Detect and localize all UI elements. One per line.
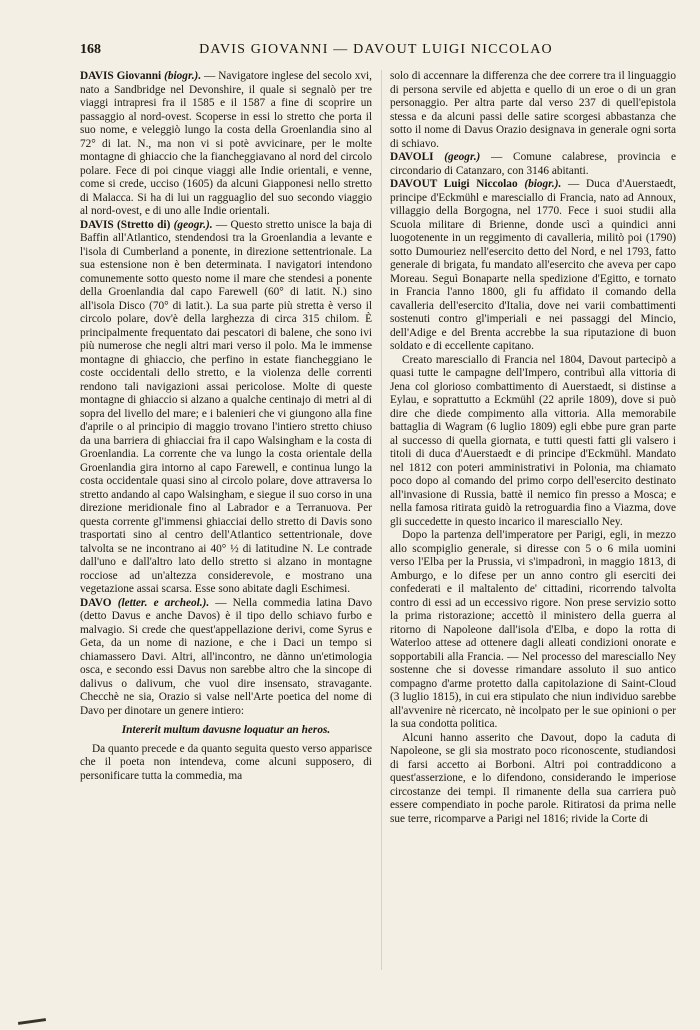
entry-davout (390, 178, 676, 354)
entry-text: Dopo la partenza dell'imperatore per Parigi, egli, in mezzo allo scompiglio generale, si diresse con 5 o 6 mila uomini verso l'Elba per la Prussia, vi s'impadronì, in maggio 1813, di Amburgo, e lo difese per un anno contro gli eserciti dei confederati e il maltalento de' cittadini, ricorrendo talvolta contro di essi ad un eccessivo rigore. Non prese servizio sotto la prima ristorazione; accettò il ministero della guerra al ritorno di Napoleone dall'isola d'Elba, e dopo la rotta di Waterloo attese ad ottenere dagli alleati condizioni onorate e sopportabili alla Francia. — Nel processo del maresciallo Ney sostenne che si dovesse rimandare assoluto il suo antico compagno d'arme protetto dalla capitolazione di Saint-Cloud (3 luglio 1815), in cui era stipulato che niun individuo sarebbe all'avvenire nè ricercato, nè incolpato per le sue opinioni o per la sua condotta politica. (390, 529, 676, 730)
ink-mark (18, 1018, 46, 1025)
entry-text: — Comune calabrese, provincia e circondario di Catanzaro, con 3146 abitanti. (390, 151, 676, 177)
entry-lemma: DAVOUT Luigi Niccolao (390, 178, 518, 190)
running-title: DAVIS GIOVANNI — DAVOUT LUIGI NICCOLAO (199, 42, 553, 57)
entry-lemma: DAVO (80, 596, 112, 609)
davo-continuation: Da quanto precede e da quanto seguita questo verso apparisce che il poeta non intendeva, come alcuni supposero, di personificare tutta la commedia, ma (80, 742, 372, 782)
entry-text: Alcuni hanno asserito che Davout, dopo la caduta di Napoleone, se gli sia mostrato poco riconoscente, studiandosi di farsi accetto ai Borboni. Altri poi contraddicono a quest'asserzione, e lo difendono, considerando le imperiose circostanze dei tempi. Il rimanente della sua carriera può essere compendiato in poche parole. Ritiratosi da prima nelle sue terre, ricomparve a Parigi nel 1816; rivide la Corte di (390, 731, 676, 825)
entry-lemma: DAVIS (Stretto di) (80, 218, 171, 231)
entry-subject: (biogr.). (164, 70, 202, 82)
davout-paragraph-3 (390, 529, 676, 732)
entry-text: — Navigatore inglese del secolo xvi, nato a Sandbridge nel Devonshire, il quale si segnalò per tre viaggi intrapresi fra il 1585 e il 1587 a fine di scoprire un passaggio al nord-ovest. Scoperse in essi lo stretto che porta il suo nome, e veleggiò lungo la costa della Groenlandia sino al 72° di lat. N., ma non vi si potè avvicinare, per le molte montagne di ghiaccio che la fiancheggiavano al nord del circolo polare. Fece di poi cinque viaggi alle Indie orientali, e venne, come si crede, ucciso (1605) da alcuni Giapponesi nello stretto di Malacca. Si ha di lui un ragguaglio del suo secondo viaggio al nord-ovest, e di uno alle Indie orientali. (80, 70, 372, 217)
entry-davis-stretto (80, 219, 372, 597)
horace-quote: Intererit multum davusne loquatur an heros. (121, 724, 331, 736)
page-number: 168 (80, 42, 101, 57)
right-column (390, 70, 676, 826)
entry-text: Creato maresciallo di Francia nel 1804, Davout partecipò a quasi tutte le campagne dell'Impero, contribuì alla vittoria di Jena col glorioso combattimento di Auerstaedt, si distinse a Eylau, e soprattutto a Eckmühl (22 aprile 1809), dove si può dire che diede compimento alla vittoria. Alla memorabile battaglia di Wagram (6 luglio 1809) egli ebbe pure gran parte al successo di quella giornata, e tutti questi fatti gli valsero i titoli di duca d'Auerstaedt e di principe d'Eckmühl. Mandato nel 1812 con poteri amministrativi in Polonia, ma chiamato poco dopo al comando del primo corpo dell'esercito destinato all'invasione di Russia, battè il nemico fin presso a Mosca; e nella famosa ritirata guidò la retroguardia fino a Viazma, dove gli succedette in questo incarico il maresciallo Ney. (390, 353, 676, 528)
entry-davo (80, 597, 372, 719)
entry-lemma: DAVIS Giovanni (80, 70, 162, 82)
entry-subject: (biogr.). (524, 178, 562, 190)
entry-davoli (390, 151, 676, 178)
column-divider (381, 70, 382, 970)
entry-subject: (geogr.). (173, 218, 213, 231)
davout-paragraph-4 (390, 732, 676, 827)
entry-text: — Questo stretto unisce la baja di Baffin all'Atlantico, stendendosi tra la Groenlandia a levante e l'isola di Cumberland a ponente, in direzione settentrionale. La sua estensione non è ben determinata. I navigatori intendono comunemente sotto questo nome il mare che stendesi a ponente della Groenlandia dal capo Farewell (60° di latit. N.) sino all'isola Disco (70° di latit.). La sua parte più stretta è verso il circolo polare, dov'è della larghezza di circa 315 chilom. È principalmente frequentato dai pescatori di balene, che sono ivi più numerose che negli altri mari verso il polo. Ma le immense montagne di ghiaccio, che perfino in estate fiancheggiano le coste occidentali dello stretto, e la violenza delle correnti rendono tali navigazioni assai pericolose. Molte di queste montagne di ghiaccio si alzano a qualche centinajo di metri al di sopra del livello del mare; e i balenieri che vi giungono alla fine d'aprile o al principio di maggio trovano l'intiero stretto chiuso da una barriera di ghiacciai fra il capo Walsingham e la costa di Groenlandia. La corrente che va lungo la costa orientale della Groenlandia gira intorno al capo Farewell, e continua lungo la costa occidentale quasi sino al circolo polare, dove attraversa lo stretto andando al capo Walsingham, e siegue il suo corso in una direzione meridionale fino al Labrador e a Terranuova. Per questa corrente gl'immensi ghiacciai dello stretto di Davis sono trasportati sino al centro dell'Atlantico settentrionale, dove talvolta se ne incontrano ai 40° ½ di latitudine N. Le contrade dall'uno e dall'altro lato dello stretto si alzano in montagne rocciose ad un'altezza considerevole, e mostrano una vegetazione assai scarsa. Esse sono abitate dagli Eschimesi. (80, 218, 372, 595)
entry-subject: (letter. e archeol.). (117, 596, 210, 609)
entry-subject: (geogr.) (444, 151, 481, 163)
page-header (80, 42, 672, 64)
entry-davis-giovanni (80, 70, 372, 219)
entry-text: solo di accennare la differenza che dee correre tra il linguaggio di persona servile ed abjetta e quello di un eroe o di un gran personaggio. Per altra parte dal verso 237 di quell'epistola stessa e da alcuni passi delle satire scorgesi abbastanza che sotto il nome di Davus Orazio designava in generale ogni sorta di schiavo. (390, 70, 676, 150)
left-column (80, 70, 372, 783)
entry-text: — Duca d'Auerstaedt, principe d'Eckmühl e maresciallo di Francia, nato ad Annoux, villaggio della Borgogna, nel 1770. Fece i suoi studii alla Scuola militare di Brienne, donde uscì a quindici anni luogotenente in un reggimento di cavalleria, militò poi (1790) sotto Dumouriez nell'esercito detto del Nord, e nel 1793, fatto generale di brigata, fu mandato all'esercito che aveva per capo Moreau. Seguì Bonaparte nella spedizione d'Egitto, e tornato in Francia l'anno 1800, gli fu affidato il comando della cavalleria dell'esercito d'Italia, dove nei varii combattimenti sostenuti contro gl'imperiali e nei passaggi del Mincio, dell'Adige e del Brenta accrebbe la sua riputazione di buon soldato e di eccellente capitano. (390, 178, 676, 352)
davout-paragraph-2 (390, 354, 676, 530)
davo-conclusion (390, 70, 676, 151)
entry-text: — Nella commedia latina Davo (detto Davus e anche Davos) è il tipo dello schiavo furbo e malvagio. Si crede che quest'appellazione derivi, come Syrus e Geta, da un nome di nazione, e che i Daci un tempo si chiamassero Davi. Altri, all'incontro, ne dànno un'etimologia osca, e secondo essi Davus non sarebbe altro che la sincope di dalivus o dalivum, che vuol dire insensato, stravagante. Checchè ne sia, Orazio si valse nell'Arte poetica del nome di Davo per dinotare un genere intiero: (80, 596, 372, 717)
entry-lemma: DAVOLI (390, 151, 434, 163)
